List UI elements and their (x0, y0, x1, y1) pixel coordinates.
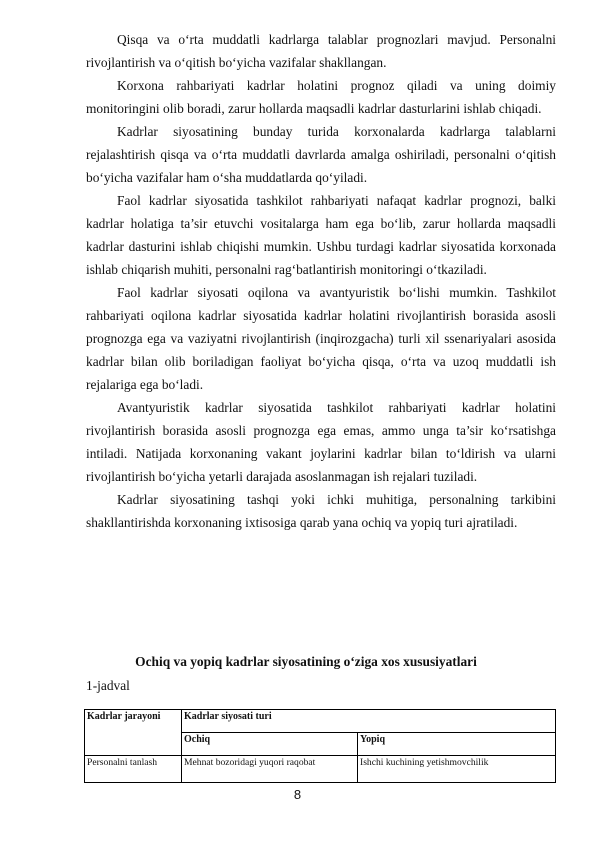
body-text (86, 28, 556, 534)
table-header-row (85, 710, 556, 733)
header-open: Ochiq (182, 733, 358, 756)
page-number: 8 (293, 787, 302, 802)
table-title: Ochiq va yopiq kadrlar siyosatining o‘ziga xos xususiyatlari (135, 654, 477, 669)
table-label: 1-jadval (86, 678, 130, 693)
header-cadre-process: Kadrlar jarayoni (85, 710, 182, 756)
paragraph: Kadrlar siyosatining bunday turida korxonalarda kadrlarga talablarni rejalashtirish qisqa va o‘rta muddatli davrlarda amalga oshiriladi, personalni o‘qitish bo‘yicha vazifalar ham o‘sha muddatlarda qo‘yiladi. (86, 124, 556, 185)
paragraph: Faol kadrlar siyosati oqilona va avantyuristik bo‘lishi mumkin. Tashkilot rahbariyati oqilona kadrlar siyosatida kadrlar holatini rivojlantirish borasida asosli prognozga ega va vaziyatni rivojlantirish (inqirozgacha) turli xil ssenariyalari asosida kadrlar bilan olib boriladigan faoliyat bo‘yicha qisqa, o‘rta va uzoq muddatli ish rejalariga ega bo‘ladi. (86, 285, 556, 392)
paragraph: Faol kadrlar siyosatida tashkilot rahbariyati nafaqat kadrlar prognozi, balki kadrlar holatiga ta’sir etuvchi vositalarga ham ega bo‘lib, zarur hollarda maqsadli kadrlar dasturini ishlab chiqishi mumkin. Ushbu turdagi kadrlar siyosatida korxonada ishlab chiqarish muhiti, personalni rag‘batlantirish monitoringi o‘tkaziladi. (86, 193, 556, 277)
cell-open: Mehnat bozoridagi yuqori raqobat (182, 756, 358, 783)
cell-process: Personalni tanlash (85, 756, 182, 783)
comparison-table (84, 709, 556, 783)
paragraph: Qisqa va o‘rta muddatli kadrlarga talablar prognozlari mavjud. Personalni rivojlantirish va o‘qitish bo‘yicha vazifalar shakllangan. (86, 32, 556, 70)
header-policy-type: Kadrlar siyosati turi (182, 710, 556, 733)
header-closed: Yopiq (358, 733, 556, 756)
paragraph: Avantyuristik kadrlar siyosatida tashkilot rahbariyati kadrlar holatini rivojlantirish borasida asosli prognozga ega emas, ammo unga ta’sir ko‘rsatishga intiladi. Natijada korxonaning vakant joylarini kadrlar bilan to‘ldirish va ularni rivojlantirish bo‘yicha yetarli darajada asoslanmagan ish rejalari tuziladi. (86, 400, 556, 484)
table-row (85, 756, 556, 783)
cell-closed: Ishchi kuchining yetishmovchilik (358, 756, 556, 783)
paragraph: Korxona rahbariyati kadrlar holatini prognoz qiladi va uning doimiy monitoringini olib boradi, zarur hollarda maqsadli kadrlar dasturlarini ishlab chiqadi. (86, 78, 556, 116)
paragraph: Kadrlar siyosatining tashqi yoki ichki muhitiga, personalning tarkibini shakllantirishda korxonaning ixtisosiga qarab yana ochiq va yopiq turi ajratiladi. (86, 492, 556, 530)
